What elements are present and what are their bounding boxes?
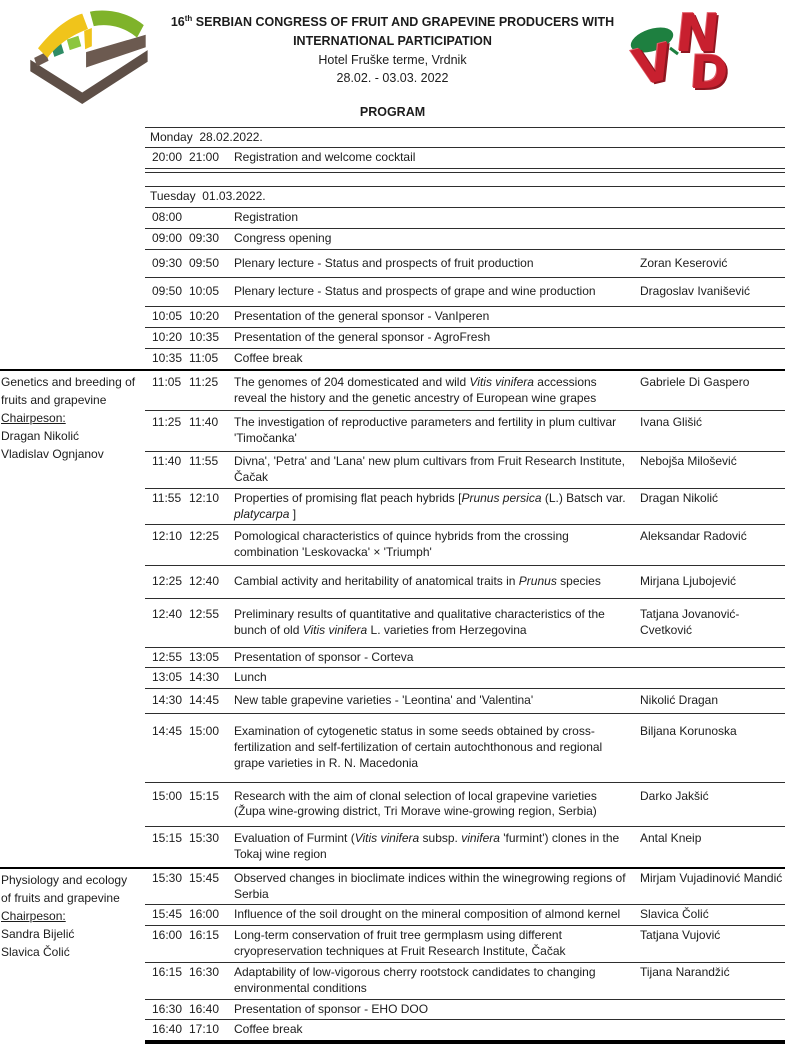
start-time: 09:50 bbox=[152, 284, 183, 299]
end-time: 15:30 bbox=[189, 831, 220, 846]
schedule-row bbox=[145, 327, 785, 348]
nvd-society-logo bbox=[628, 6, 753, 108]
start-time: 10:35 bbox=[152, 350, 183, 365]
schedule-row bbox=[145, 667, 785, 688]
congress-fields-book-logo bbox=[22, 4, 154, 104]
session-rows bbox=[145, 869, 785, 1044]
start-time: 14:30 bbox=[152, 693, 183, 708]
talk-title: Registration and welcome cocktail bbox=[234, 150, 416, 165]
chair-label: Chairpeson: bbox=[1, 410, 66, 425]
end-time: 09:50 bbox=[189, 255, 220, 270]
speaker-name: Zoran Keserović bbox=[640, 255, 728, 270]
schedule-row bbox=[145, 228, 785, 249]
talk-title: Plenary lecture - Status and prospects of grape and wine production bbox=[234, 284, 596, 299]
end-time: 11:25 bbox=[189, 374, 219, 389]
schedule-row bbox=[145, 488, 785, 525]
talk-title: Influence of the soil drought on the mineral composition of almond kernel bbox=[234, 907, 621, 922]
end-time: 12:10 bbox=[189, 490, 220, 505]
session-physiology-ecology bbox=[0, 867, 785, 1044]
speaker-name: Darko Jakšić bbox=[640, 788, 709, 803]
page-header bbox=[0, 0, 785, 99]
end-time: 16:15 bbox=[189, 928, 220, 943]
talk-title: Presentation of sponsor - EHO DOO bbox=[234, 1001, 429, 1016]
talk-title: Presentation of the general sponsor - AgroFresh bbox=[234, 330, 491, 345]
end-time: 15:15 bbox=[189, 788, 220, 803]
speaker-name: Mirjana Ljubojević bbox=[640, 574, 737, 589]
talk-title: Lunch bbox=[234, 670, 267, 685]
schedule-row bbox=[145, 524, 785, 565]
start-time: 12:55 bbox=[152, 649, 183, 664]
end-time: 10:20 bbox=[189, 309, 220, 324]
fields-logo-graphic bbox=[22, 4, 154, 104]
section-gap bbox=[0, 173, 785, 186]
schedule-row bbox=[145, 826, 785, 867]
start-time: 15:00 bbox=[152, 788, 183, 803]
schedule-row bbox=[145, 1019, 785, 1040]
start-time: 10:05 bbox=[152, 309, 183, 324]
start-time: 15:30 bbox=[152, 870, 183, 885]
talk-title: Examination of cytogenetic status in some seeds obtained by cross-fertilization and self-fertilization of certain autochthonous and regional grape varieties in R. N. Macedonia bbox=[234, 724, 603, 770]
start-time: 16:40 bbox=[152, 1022, 183, 1037]
end-time: 14:30 bbox=[189, 670, 220, 685]
talk-title: Properties of promising flat peach hybrids [Prunus persica (L.) Batsch var. platycarpa ] bbox=[234, 490, 626, 521]
end-time: 21:00 bbox=[189, 150, 220, 165]
schedule-row bbox=[145, 647, 785, 668]
start-time: 15:45 bbox=[152, 907, 183, 922]
end-time: 12:25 bbox=[189, 529, 220, 544]
talk-title: Research with the aim of clonal selection of local grapevine varieties (Župa wine-growing district, Tri Morave wine-growing region, Serbia) bbox=[234, 788, 597, 819]
talk-title: Preliminary results of quantitative and qualitative characteristics of the bunch of old Vitis vinifera L. varieties from Herzegovina bbox=[234, 606, 605, 637]
session-label-column bbox=[0, 869, 145, 1044]
tuesday-table bbox=[145, 186, 785, 369]
talk-title: Coffee break bbox=[234, 350, 303, 365]
talk-title: Presentation of the general sponsor - VanIperen bbox=[234, 309, 490, 324]
speaker-name: Dragoslav Ivanišević bbox=[640, 284, 751, 299]
talk-title: Pomological characteristics of quince hybrids from the crossing combination 'Leskovacka' × 'Triumph' bbox=[234, 529, 569, 560]
end-time: 09:30 bbox=[189, 230, 220, 245]
nvd-letter-d: D bbox=[688, 45, 731, 99]
schedule-row bbox=[145, 688, 785, 713]
schedule-row bbox=[145, 904, 785, 925]
start-time: 11:05 bbox=[152, 374, 182, 389]
end-time: 10:35 bbox=[189, 330, 220, 345]
speaker-name: Antal Kneip bbox=[640, 831, 702, 846]
end-time: 12:55 bbox=[189, 606, 220, 621]
program-heading: PROGRAM bbox=[359, 105, 426, 119]
speaker-name: Tijana Narandžić bbox=[640, 964, 730, 979]
end-time: 10:05 bbox=[189, 284, 220, 299]
end-time: 15:45 bbox=[189, 870, 220, 885]
speaker-name: Ivana Glišić bbox=[640, 415, 703, 430]
session-title: Genetics and breeding of fruits and grapevine bbox=[1, 374, 136, 407]
schedule-row bbox=[145, 451, 785, 488]
talk-title: Long-term conservation of fruit tree germplasm using different cryopreservation techniques at Fruit Research Institute, Čačak bbox=[234, 928, 566, 959]
start-time: 13:05 bbox=[152, 670, 183, 685]
end-time: 11:55 bbox=[189, 454, 219, 469]
talk-title: New table grapevine varieties - 'Leontina' and 'Valentina' bbox=[234, 693, 534, 708]
end-time: 17:10 bbox=[189, 1022, 220, 1037]
talk-title: The genomes of 204 domesticated and wild Vitis vinifera accessions reveal the history and the genetic ancestry of European wine grapes bbox=[234, 374, 597, 405]
start-time: 16:00 bbox=[152, 928, 183, 943]
schedule-row bbox=[145, 410, 785, 451]
monday-table bbox=[145, 127, 785, 170]
start-time: 12:10 bbox=[152, 529, 183, 544]
speaker-name: Dragan Nikolić bbox=[640, 490, 719, 505]
schedule-row bbox=[145, 925, 785, 962]
end-time: 11:40 bbox=[189, 415, 219, 430]
talk-title: Congress opening bbox=[234, 230, 332, 245]
schedule-row bbox=[145, 207, 785, 228]
schedule-row bbox=[145, 565, 785, 598]
talk-title: Divna', 'Petra' and 'Lana' new plum cultivars from Fruit Research Institute, Čačak bbox=[234, 454, 625, 484]
start-time: 16:15 bbox=[152, 964, 183, 979]
end-time: 16:00 bbox=[189, 907, 220, 922]
speaker-name: Nikolić Dragan bbox=[640, 693, 719, 708]
start-time: 16:30 bbox=[152, 1001, 183, 1016]
speaker-name: Aleksandar Radović bbox=[640, 529, 747, 544]
start-time: 14:45 bbox=[152, 724, 183, 739]
start-time: 08:00 bbox=[152, 209, 183, 224]
talk-title: Cambial activity and heritability of anatomical traits in Prunus species bbox=[234, 574, 601, 589]
start-time: 11:25 bbox=[152, 415, 182, 430]
speaker-name: Slavica Čolić bbox=[640, 907, 709, 922]
congress-title-line2: INTERNATIONAL PARTICIPATION bbox=[293, 34, 492, 49]
schedule-row bbox=[145, 277, 785, 306]
schedule-row bbox=[145, 371, 785, 411]
chair-name: Dragan Nikolić bbox=[1, 428, 80, 443]
schedule-row bbox=[145, 713, 785, 781]
speaker-name: Gabriele Di Gaspero bbox=[640, 374, 750, 389]
end-time: 15:00 bbox=[189, 724, 220, 739]
start-time: 12:25 bbox=[152, 574, 183, 589]
day-header: Monday 28.02.2022. bbox=[150, 129, 263, 144]
schedule-row bbox=[145, 962, 785, 999]
schedule-row bbox=[145, 782, 785, 827]
chair-label: Chairpeson: bbox=[1, 908, 66, 923]
start-time: 09:30 bbox=[152, 255, 183, 270]
speaker-name: Mirjam Vujadinović Mandić bbox=[640, 870, 783, 885]
talk-title: Evaluation of Furmint (Vitis vinifera subsp. vinifera 'furmint') clones in the Tokaj wine region bbox=[234, 831, 620, 861]
speaker-name: Nebojša Milošević bbox=[640, 454, 737, 469]
start-time: 20:00 bbox=[152, 150, 183, 165]
speaker-name: Biljana Korunoska bbox=[640, 724, 737, 739]
session-rows bbox=[145, 371, 785, 867]
speaker-name: Tatjana Jovanović-Cvetković bbox=[640, 606, 740, 637]
talk-title: Adaptability of low-vigorous cherry rootstock candidates to changing environmental conditions bbox=[234, 964, 596, 995]
day-header: Tuesday 01.03.2022. bbox=[150, 189, 266, 204]
end-time: 16:40 bbox=[189, 1001, 220, 1016]
start-time: 11:40 bbox=[152, 454, 182, 469]
congress-title-line1: 16th SERBIAN CONGRESS OF FRUIT AND GRAPEVINE PRODUCERS WITH bbox=[170, 14, 615, 30]
talk-title: Plenary lecture - Status and prospects of fruit production bbox=[234, 255, 534, 270]
session-genetics-breeding bbox=[0, 369, 785, 867]
end-time: 14:45 bbox=[189, 693, 220, 708]
congress-dates: 28.02. - 03.03. 2022 bbox=[336, 71, 449, 86]
talk-title: Coffee break bbox=[234, 1022, 303, 1037]
chair-name: Sandra Bijelić bbox=[1, 926, 75, 941]
schedule-row bbox=[145, 249, 785, 278]
schedule-row bbox=[145, 869, 785, 905]
session-label-column bbox=[0, 371, 145, 867]
talk-title: The investigation of reproductive parameters and fertility in plum cultivar 'Timočanka' bbox=[234, 415, 617, 446]
start-time: 10:20 bbox=[152, 330, 183, 345]
schedule-row bbox=[145, 598, 785, 647]
schedule-row bbox=[145, 348, 785, 369]
start-time: 09:00 bbox=[152, 230, 183, 245]
speaker-name: Tatjana Vujović bbox=[640, 928, 721, 943]
talk-title: Presentation of sponsor - Corteva bbox=[234, 649, 414, 664]
talk-title: Registration bbox=[234, 209, 299, 224]
nvd-letter-n: N bbox=[672, 4, 723, 64]
end-time: 13:05 bbox=[189, 649, 220, 664]
schedule-row bbox=[145, 147, 785, 168]
start-time: 15:15 bbox=[152, 831, 183, 846]
end-time: 12:40 bbox=[189, 574, 220, 589]
end-time: 16:30 bbox=[189, 964, 220, 979]
talk-title: Observed changes in bioclimate indices within the winegrowing regions of Serbia bbox=[234, 870, 626, 901]
end-time: 11:05 bbox=[189, 350, 219, 365]
session-title: Physiology and ecology of fruits and grapevine bbox=[1, 872, 128, 905]
nvd-letter-v: V bbox=[627, 32, 680, 98]
venue: Hotel Fruške terme, Vrdnik bbox=[318, 53, 467, 68]
start-time: 12:40 bbox=[152, 606, 183, 621]
schedule-row bbox=[145, 999, 785, 1020]
chair-name: Vladislav Ognjanov bbox=[1, 446, 104, 461]
start-time: 11:55 bbox=[152, 490, 182, 505]
schedule-row bbox=[145, 306, 785, 327]
chair-name: Slavica Čolić bbox=[1, 944, 70, 959]
